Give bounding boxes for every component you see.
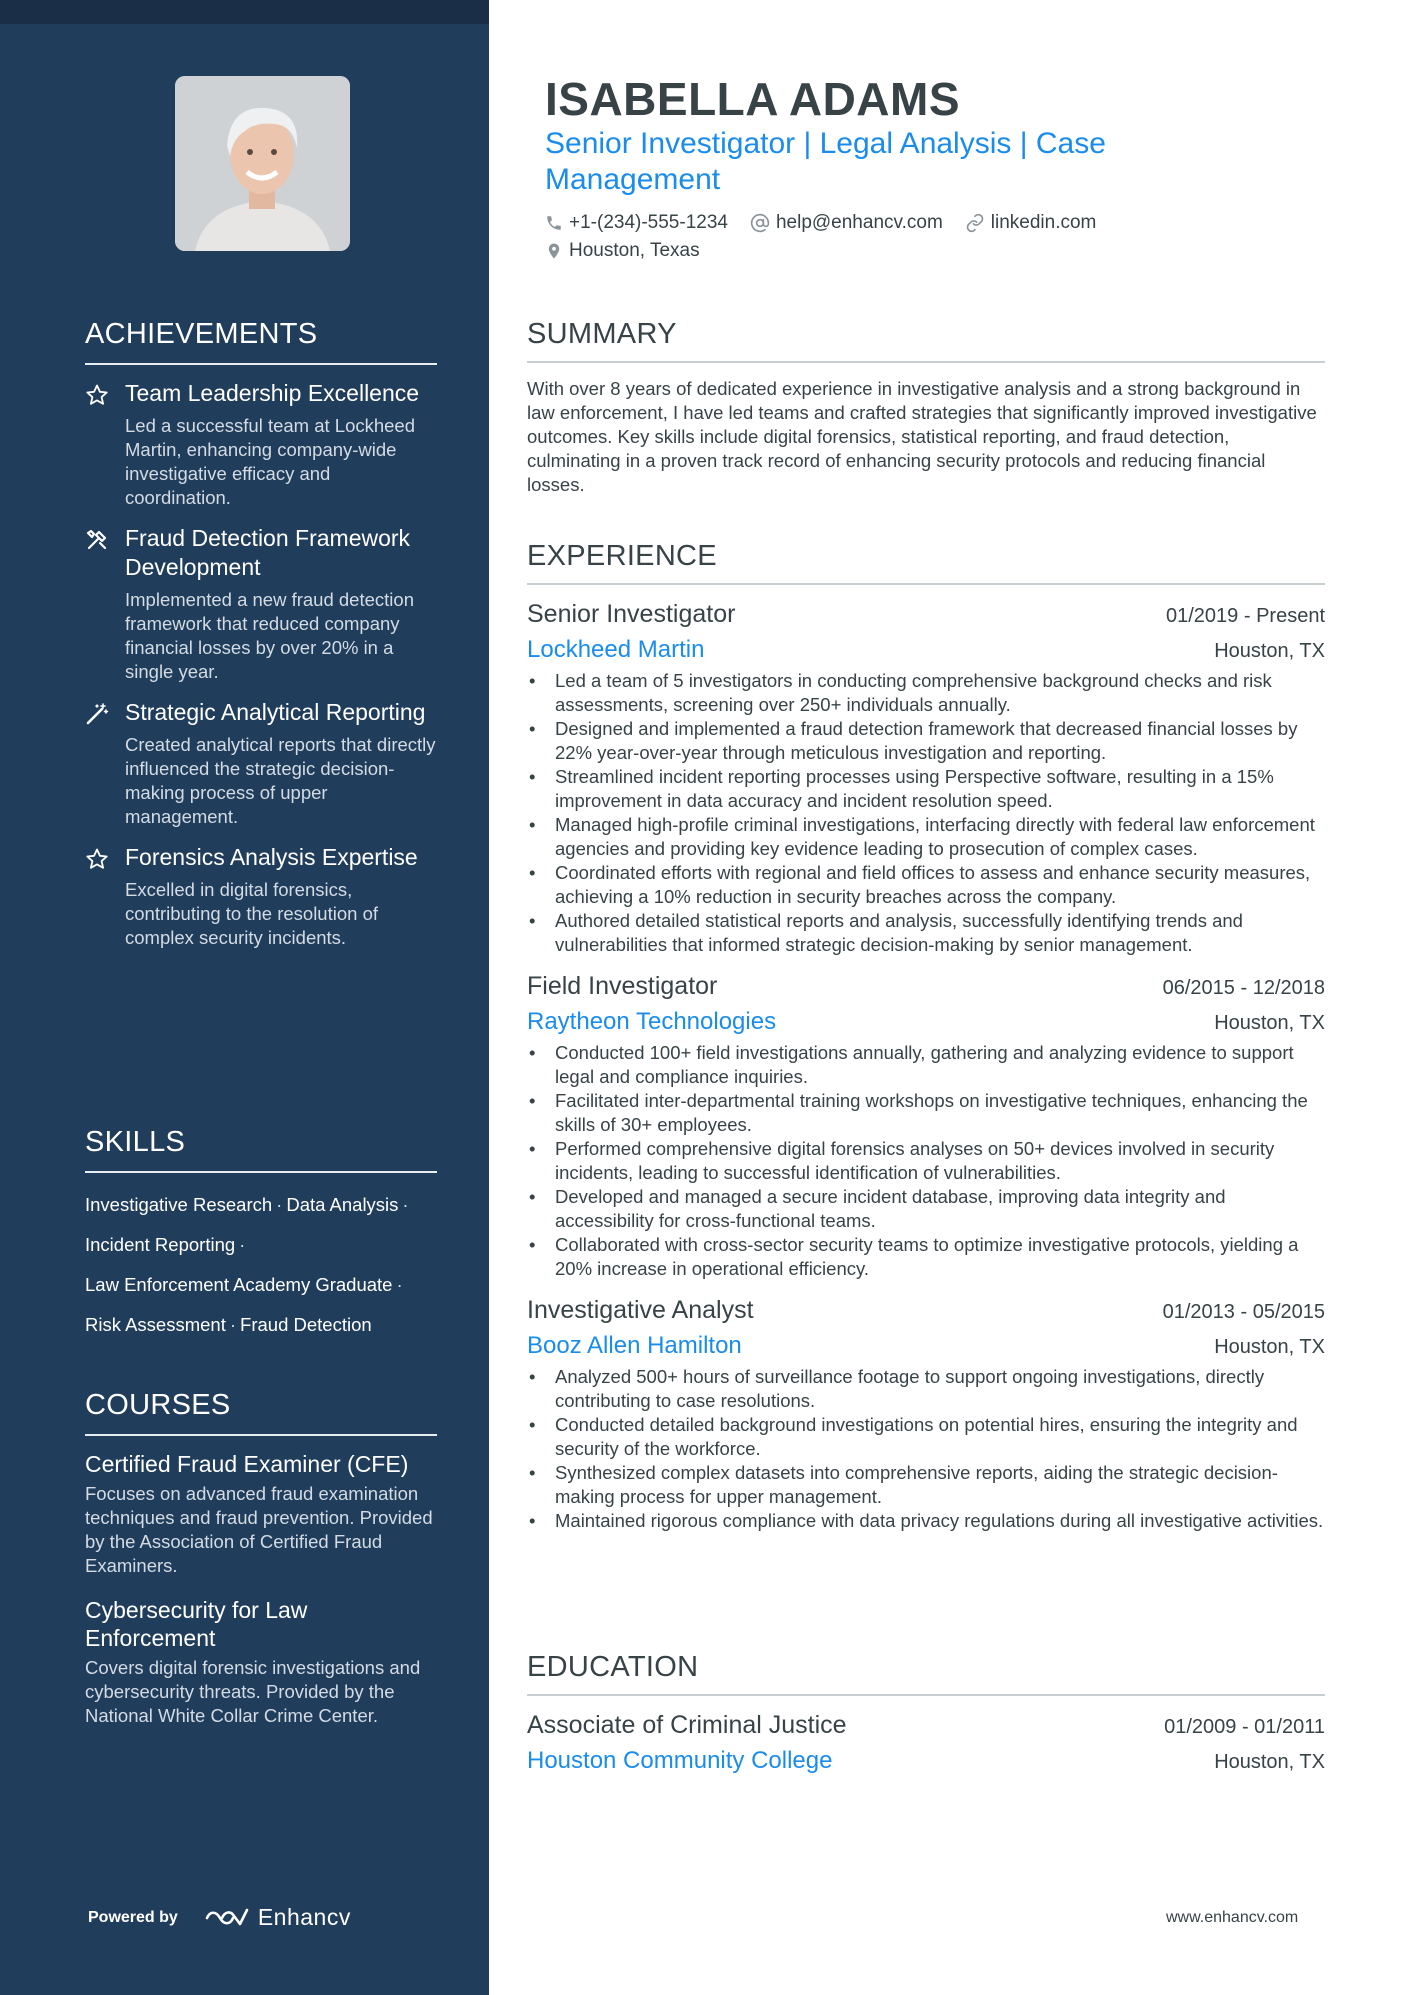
job-company: Booz Allen Hamilton — [527, 1332, 742, 1359]
job-location: Houston, TX — [1214, 640, 1325, 662]
resume-header — [545, 72, 1325, 264]
skill-line: Law Enforcement Academy Graduate · — [85, 1274, 403, 1295]
star-icon — [85, 847, 109, 871]
job-bullets — [527, 1041, 1325, 1281]
achievement-title: Team Leadership Excellence — [125, 380, 420, 406]
skills-title: SKILLS — [85, 1126, 437, 1173]
contact-linkedin[interactable] — [965, 210, 1097, 236]
enhancv-logo[interactable] — [204, 1904, 351, 1931]
email-text: help@enhancv.com — [775, 212, 943, 233]
bullet-item: • Conducted 100+ field investigations annually, gathering and analyzing evidence to support legal and compliance inquiries. — [527, 1041, 1325, 1089]
experience-title: EXPERIENCE — [527, 540, 1325, 585]
achievement-desc: Excelled in digital forensics, contributing to the resolution of complex security incidents. — [125, 879, 378, 948]
achievement-item — [85, 843, 437, 950]
education-entry — [527, 1708, 1325, 1776]
contact-location — [545, 238, 700, 264]
job-date: 01/2019 - Present — [1166, 605, 1325, 627]
bullet-item: • Developed and managed a secure incident database, improving data integrity and accessibility for cross-functional teams. — [527, 1185, 1325, 1233]
magic-wand-icon — [85, 702, 109, 726]
bullet-item: • Collaborated with cross-sector security teams to optimize investigative protocols, yielding a 20% increase in operational efficiency. — [527, 1233, 1325, 1281]
enhancv-wordmark: Enhancv — [257, 1904, 351, 1930]
courses-title: COURSES — [85, 1389, 437, 1436]
achievements-title: ACHIEVEMENTS — [85, 318, 437, 365]
enhancv-logo-icon — [204, 1906, 250, 1930]
sidebar-top-bar — [0, 0, 489, 24]
job-location: Houston, TX — [1214, 1012, 1325, 1034]
course-title: Certified Fraud Examiner (CFE) — [85, 1451, 409, 1477]
job-company: Lockheed Martin — [527, 636, 705, 663]
achievement-desc: Led a successful team at Lockheed Martin, enhancing company-wide investigative efficacy and coordination. — [125, 415, 416, 508]
achievement-item — [85, 379, 437, 510]
summary-text: With over 8 years of dedicated experience in investigative analysis and a strong background in law enforcement, I have led teams and crafted strategies that significantly improved investigative outcomes. Key skills include digital forensics, statistical reporting, and fraud detection, culminating in a proven track record of enhancing security protocols and reducing financial losses. — [527, 378, 1317, 495]
job-entry — [527, 969, 1325, 1281]
site-url[interactable]: www.enhancv.com — [1166, 1909, 1299, 1926]
bullet-item: • Analyzed 500+ hours of surveillance footage to support ongoing investigations, directly contributing to case resolutions. — [527, 1365, 1325, 1413]
course-desc: Focuses on advanced fraud examination techniques and fraud prevention. Provided by the Association of Certified Fraud Examiners. — [85, 1483, 433, 1576]
skill-item: Risk Assessment — [85, 1314, 226, 1335]
skill-item: Investigative Research — [85, 1194, 273, 1215]
achievements-section — [85, 318, 437, 950]
courses-section — [85, 1389, 437, 1728]
bullet-item: • Facilitated inter-departmental training workshops on investigative techniques, enhancing the skills of 30+ employees. — [527, 1089, 1325, 1137]
contact-phone[interactable] — [545, 210, 728, 236]
job-location: Houston, TX — [1214, 1336, 1325, 1358]
education-date: 01/2009 - 01/2011 — [1164, 1716, 1325, 1738]
job-entry — [527, 1293, 1325, 1533]
linkedin-text: linkedin.com — [990, 212, 1097, 233]
summary-section — [527, 318, 1325, 497]
bullet-item: • Coordinated efforts with regional and field offices to assess and enhance security measures, achieving a 10% reduction in security breaches across the company. — [527, 861, 1325, 909]
bullet-item: • Led a team of 5 investigators in conducting comprehensive background checks and risk assessments, screening over 250+ individuals annually. — [527, 669, 1325, 717]
bullet-item: • Conducted detailed background investigations on potential hires, ensuring the integrity and security of the workforce. — [527, 1413, 1325, 1461]
education-title: EDUCATION — [527, 1651, 1325, 1696]
skill-item: Incident Reporting — [85, 1234, 236, 1255]
achievement-title: Forensics Analysis Expertise — [125, 844, 418, 870]
achievement-title: Strategic Analytical Reporting — [125, 699, 426, 725]
skill-item: Law Enforcement Academy Graduate — [85, 1274, 393, 1295]
job-date: 06/2015 - 12/2018 — [1162, 977, 1325, 999]
course-item — [85, 1596, 437, 1728]
experience-section — [527, 540, 1325, 1533]
contact-row — [545, 238, 1325, 264]
achievement-desc: Created analytical reports that directly influenced the strategic decision-making process of upper management. — [125, 734, 436, 827]
tools-icon — [85, 528, 109, 552]
bullet-item: • Streamlined incident reporting processes using Perspective software, resulting in a 15% improvement in data accuracy and incident resolution speed. — [527, 765, 1325, 813]
powered-by — [88, 1904, 351, 1931]
school-name: Houston Community College — [527, 1747, 833, 1774]
job-bullets — [527, 669, 1325, 957]
course-desc: Covers digital forensic investigations and cybersecurity threats. Provided by the National White Collar Crime Center. — [85, 1657, 421, 1726]
skill-line: Risk Assessment · Fraud Detection — [85, 1314, 372, 1335]
location-text: Houston, Texas — [569, 240, 700, 261]
sidebar — [0, 0, 489, 1995]
bullet-item: • Synthesized complex datasets into comprehensive reports, aiding the strategic decision-making process for upper management. — [527, 1461, 1325, 1509]
phone-text: +1-(234)-555-1234 — [569, 212, 728, 233]
job-title: Senior Investigator — [527, 600, 736, 628]
bullet-item: • Maintained rigorous compliance with data privacy regulations during all investigative activities. — [527, 1509, 1325, 1533]
contact-email[interactable] — [750, 210, 943, 236]
at-icon — [750, 213, 770, 233]
course-title: Cybersecurity for Law Enforcement — [85, 1597, 308, 1651]
education-location: Houston, TX — [1214, 1751, 1325, 1773]
education-section — [527, 1651, 1325, 1776]
star-icon — [85, 383, 109, 407]
bullet-item: • Performed comprehensive digital forensics analyses on 50+ devices involved in security incidents, leading to successful identification of vulnerabilities. — [527, 1137, 1325, 1185]
achievement-title: Fraud Detection Framework Development — [125, 525, 411, 580]
skill-item: Data Analysis — [286, 1194, 399, 1215]
contact-row — [545, 210, 1325, 236]
skill-item: Fraud Detection — [240, 1314, 372, 1335]
skill-line: Investigative Research · Data Analysis · — [85, 1194, 409, 1215]
skills-list — [85, 1185, 437, 1345]
job-entry — [527, 597, 1325, 957]
summary-title: SUMMARY — [527, 318, 1325, 363]
candidate-tagline: Senior Investigator | Legal Analysis | Case Management — [545, 127, 1106, 196]
course-item — [85, 1450, 437, 1578]
job-title: Investigative Analyst — [527, 1296, 754, 1324]
achievement-item — [85, 524, 437, 684]
skills-section — [85, 1126, 437, 1345]
job-company: Raytheon Technologies — [527, 1008, 777, 1035]
bullet-item: • Designed and implemented a fraud detection framework that decreased financial losses by 22% year-over-year through meticulous investigation and reporting. — [527, 717, 1325, 765]
skill-line: Incident Reporting · — [85, 1234, 246, 1255]
candidate-name: ISABELLA ADAMS — [545, 73, 961, 125]
powered-by-label: Powered by — [88, 1908, 178, 1926]
phone-icon — [545, 214, 563, 232]
achievement-item — [85, 698, 437, 829]
job-title: Field Investigator — [527, 972, 718, 1000]
bullet-item: • Managed high-profile criminal investigations, interfacing directly with federal law enforcement agencies and providing key evidence leading to prosecution of complex cases. — [527, 813, 1325, 861]
profile-photo — [175, 76, 350, 251]
link-icon — [965, 213, 985, 233]
achievement-desc: Implemented a new fraud detection framework that reduced company financial losses by over 20% in a single year. — [125, 589, 414, 682]
degree-title: Associate of Criminal Justice — [527, 1711, 847, 1739]
bullet-item: • Authored detailed statistical reports and analysis, successfully identifying trends and vulnerabilities that informed strategic decision-making by senior management. — [527, 909, 1325, 957]
job-date: 01/2013 - 05/2015 — [1162, 1301, 1325, 1323]
job-bullets — [527, 1365, 1325, 1533]
location-pin-icon — [545, 241, 563, 261]
